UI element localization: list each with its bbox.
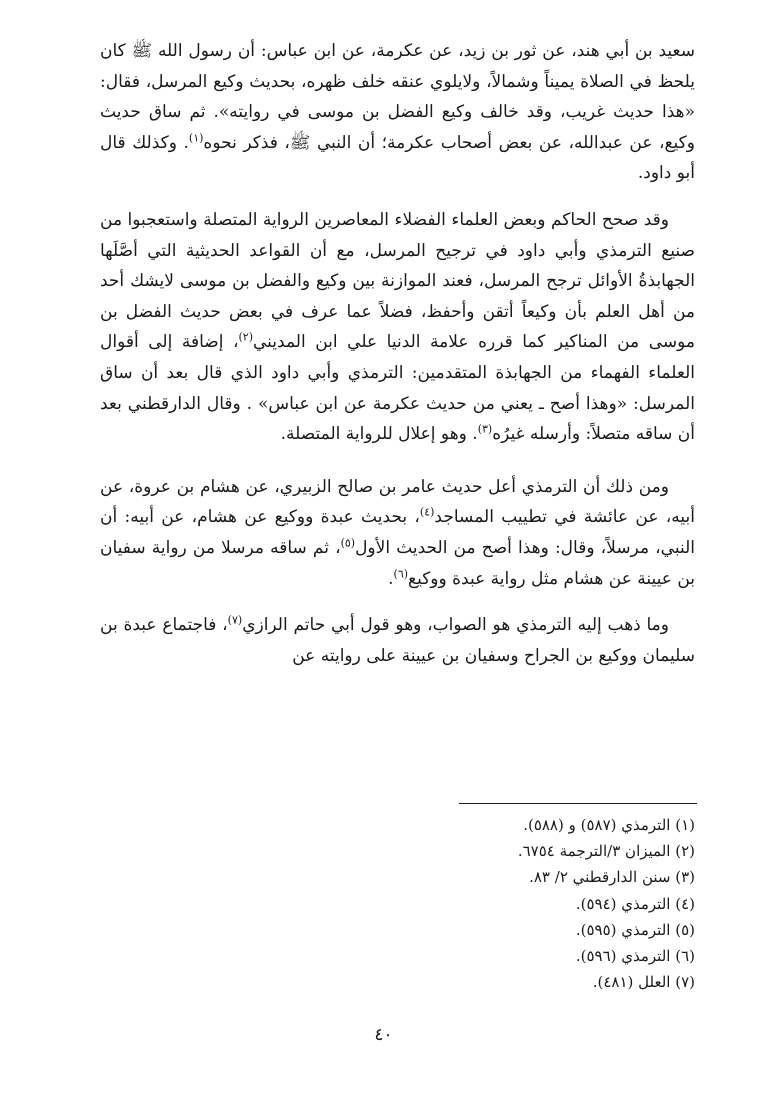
- footnote-ref-4: (٤): [419, 505, 435, 519]
- footnote-4: (٤) الترمذي (٥٩٤).: [575, 894, 695, 913]
- text-run: سعيد بن أبي هند، عن ثور بن زيد، عن عكرمة، عن ابن عباس: أن رسول الله ﷺ كان يلحظ في الصلاة يميناً وشمالاً، ولايلوي عنقه خلف ظهره، بحديث وكيع المرسل، فقال: «هذا حديث غريب، وقد خالف وكيع الفضل بن موسى في روايته». ثم ساق حديث وكيع، عن عبدالله، عن بعض أصحاب عكرمة؛ أن النبي ﷺ، فذكر نحوه: [100, 41, 695, 153]
- main-text: [100, 36, 695, 671]
- footnote-5: (٥) الترمذي (٥٩٥).: [575, 920, 695, 939]
- footnote-ref-6: (٦): [393, 566, 409, 580]
- footnote-ref-1: (١): [188, 131, 204, 145]
- footnote-6: (٦) الترمذي (٥٩٦).: [575, 947, 695, 966]
- footnote-ref-5: (٥): [340, 536, 356, 550]
- text-run: وقد صحح الحاكم وبعض العلماء الفضلاء المعاصرين الرواية المتصلة واستعجبوا من صنيع الترمذي وأبي داود في ترجيح المرسل، مع أن القواعد الحديثية التي أصَّلَها الجهابذةُ الأوائل ترجح المرسل، فعند الموازنة بين وكيع والفضل بن موسى لايشك أحد من أهل العلم بأن وكيعاً أتقن وأحفظ، فضلاً عما عرف في بعض حديث الفضل بن موسى من المناكير كما قرره علامة الدنيا علي ابن المديني: [100, 209, 695, 353]
- footnote-7: (٧) العلل (٤٨١).: [592, 973, 695, 992]
- paragraph-2: [100, 205, 695, 450]
- footnote-1: (١) الترمذي (٥٨٧) و (٥٨٨).: [523, 816, 695, 834]
- footnote-3: (٣) سنن الدارقطني ٢/ ٨٣.: [529, 868, 695, 887]
- text-run: ، إضافة إلى أقوال العلماء الفهماء من الجهابذة المتقدمين: الترمذي وأبي داود الذي قال بعد أن ساق المرسل: «وهذا أصح ـ يعني من حديث عكرمة عن ابن عباس» . وقال الدارقطني بعد أن ساقه متصلاً: وأرسله غيرُه: [100, 332, 695, 445]
- footnote-ref-2: (٢): [238, 330, 253, 344]
- paragraph-4: [100, 610, 695, 671]
- text-run: وما ذهب إليه الترمذي هو الصواب، وهو قول أبي حاتم الرازي: [242, 615, 669, 636]
- footnote-ref-3: (٣): [477, 422, 493, 436]
- text-run: ، بحديث عبدة ووكيع عن هشام، عن أبيه: أن النبي، مرسلاً، وقال: وهذا أصح من الحديث الأول: [100, 507, 695, 558]
- text-run: . وكذلك قال أبو داود.: [100, 132, 695, 184]
- text-run: ومن ذلك أن الترمذي أعل حديث عامر بن صالح الزبيري، عن هشام بن عروة، عن أبيه، عن عائشة في تطييب المساجد: [100, 476, 695, 528]
- paragraph-3: [100, 472, 695, 594]
- text-run: .: [388, 568, 394, 589]
- text-run: . وهو إعلال للرواية المتصلة.: [280, 424, 478, 445]
- footnote-divider: [459, 803, 697, 804]
- text-run: ، ثم ساقه مرسلا من رواية سفيان بن عيينة عن هشام مثل رواية عبدة ووكيع: [100, 537, 695, 589]
- page-number: ٤٠: [374, 1025, 393, 1045]
- footnote-2: (٢) الميزان ٣/الترجمة ٦٧٥٤.: [517, 842, 695, 861]
- paragraph-1: [100, 36, 695, 189]
- footnotes-list: [275, 812, 695, 995]
- text-run: ، فاجتماع عبدة بن سليمان ووكيع بن الجراح وسفيان بن عيينة على روايته عن: [100, 615, 695, 666]
- footnote-ref-7: (٧): [227, 613, 243, 627]
